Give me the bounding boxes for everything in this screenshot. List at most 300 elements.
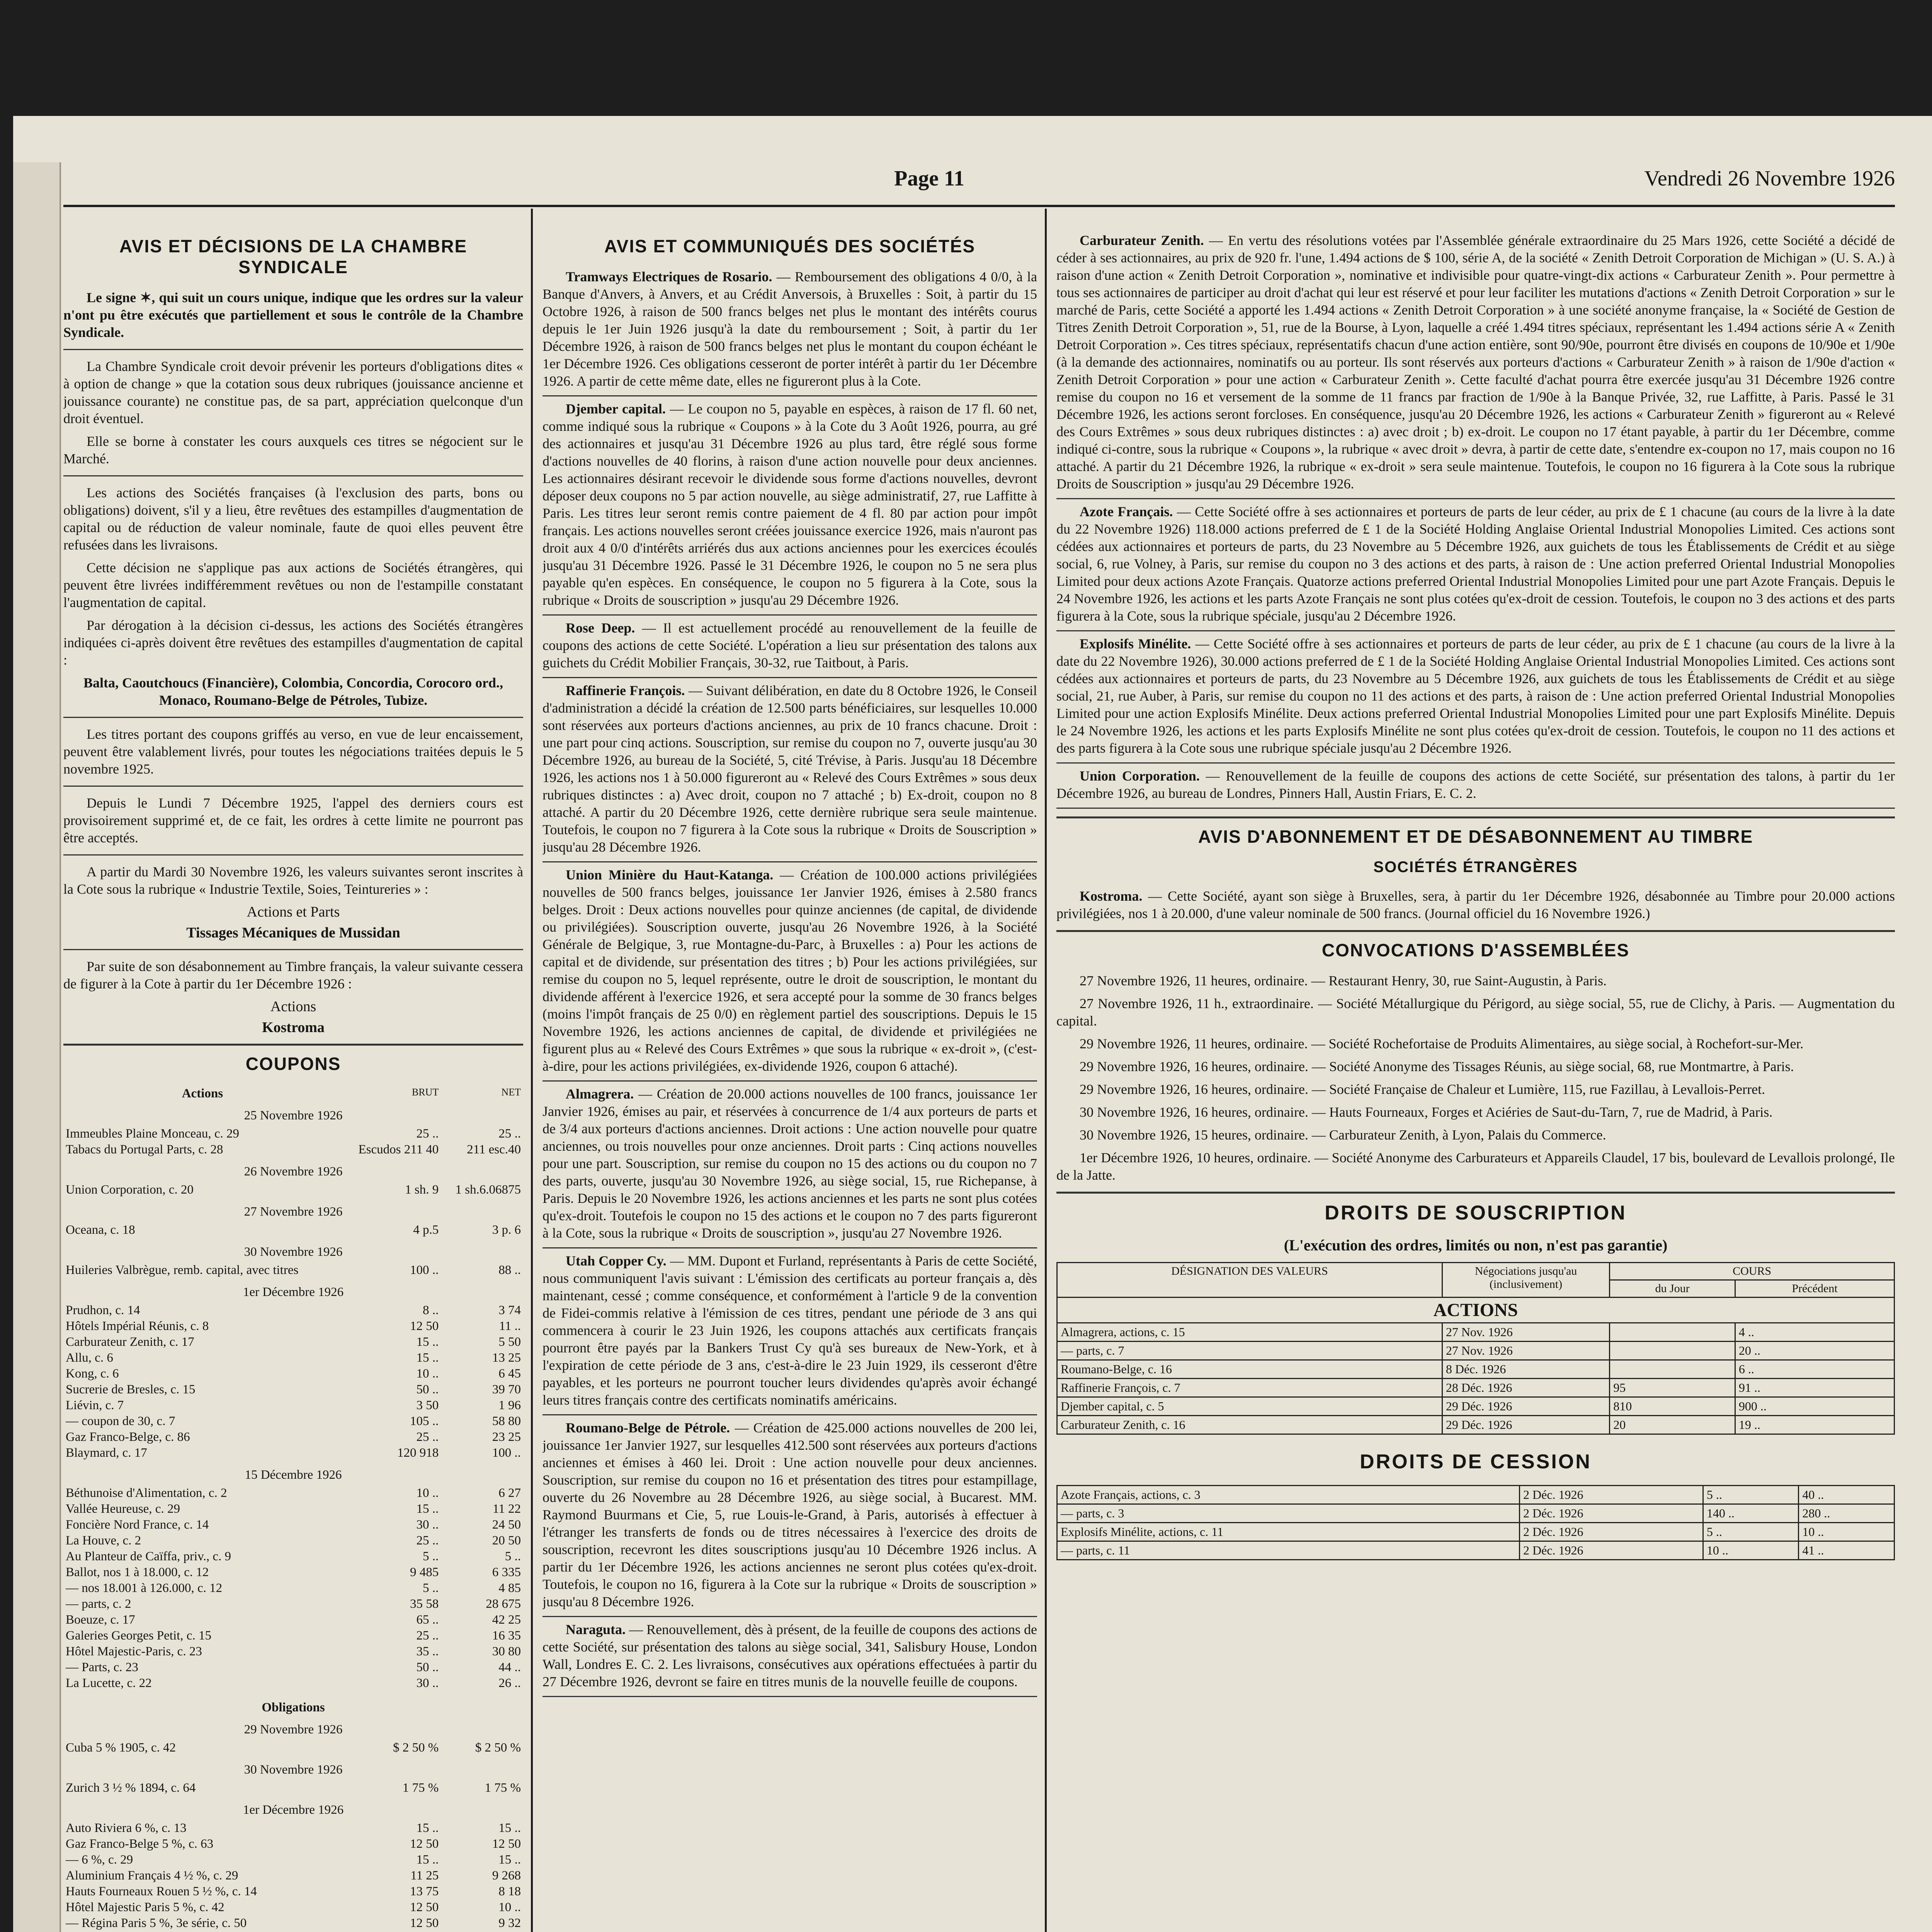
- droits-h-negociation: Négociations jusqu'au (inclusivement): [1442, 1263, 1609, 1298]
- coupon-row-cell: — parts, c. 2: [66, 1597, 131, 1611]
- convocation-item: 27 Novembre 1926, 11 h., extraordinaire. — Société Métallurgique du Périgord, au siège social, 55, rue de Clichy, à Paris. — Augmentation du capital.: [1056, 996, 1895, 1029]
- coupon-row-cell: Allu, c. 6: [66, 1351, 113, 1365]
- coupon-date-row: [63, 1756, 523, 1780]
- droits-row-cell: 91 ..: [1735, 1379, 1894, 1397]
- coupon-row-cell: 9 32: [498, 1916, 521, 1930]
- timbre-title: AVIS D'ABONNEMENT ET DE DÉSABONNEMENT AU TIMBRE: [1198, 827, 1753, 847]
- coupon-row-cell: Vallée Heureuse, c. 29: [66, 1502, 180, 1516]
- coupon-row-cell: — 6 %, c. 29: [66, 1853, 133, 1867]
- coupon-row-cell: Kong, c. 6: [66, 1367, 119, 1381]
- coupon-row: [63, 1303, 523, 1318]
- coupon-row-cell: Hôtel Majestic-Paris, c. 23: [66, 1645, 202, 1658]
- coupon-row-cell: 9 485: [410, 1565, 439, 1579]
- chambre-paragraph: Balta, Caoutchoucs (Financière), Colombia, Concordia, Corocoro ord., Monaco, Roumano-Belge de Pétroles, Tubize.: [83, 675, 503, 708]
- convocation-item: 30 Novembre 1926, 16 heures, ordinaire. — Hauts Fourneaux, Forges et Aciéries de Saut-du-Tarn, 7, rue de Madrid, à Paris.: [1080, 1104, 1773, 1120]
- notice-company: Union Minière du Haut-Katanga.: [566, 867, 774, 883]
- coupon-row-cell: 12 50: [410, 1900, 439, 1914]
- chambre-paragraph: Par dérogation à la décision ci-dessus, les actions des Sociétés étrangères indiquées ci-après doivent être revêtues des estampilles d'augmentation de capital :: [63, 617, 523, 668]
- chambre-line: Actions et Parts: [247, 904, 340, 920]
- notice-text: — En vertu des résolutions votées par l'Assemblée générale extraordinaire du 25 Mars 1926, cette Société a décidé de céder à ses actionnaires, au prix de 920 fr. l'une, 1.494 actions de $ 100, série A, de la société « Zenith Detroit Corporation de Michigan » (U. S. A.) à raison d'une action « Zenith Detroit Corporation », nominative et indivisible pour quatre-vingt-dix actions « Carburateur Zenith ». Pour permettre à tous ses actionnaires de participer au droit d'achat qui leur est réservé et pour leur faciliter les mutations d'actions « Zenith Detroit Corporation » sur le marché de Paris, cette Société a apporté les 1.494 actions « Zenith Detroit Corporation » à une société anonyme française, la « Société de Gestion de Titres Zenith Detroit Corporation », 51, rue de la Bourse, à Lyon, laquelle a créé 1.494 titres spéciaux, représentant les 1.494 actions série A « Zenith Detroit Corporation ». Ces titres spéciaux, représentatifs chacun d'une action entière, sont 90/90e, pourront être divisés en coupons de 10/90e et 1/90e (à la demande des actionnaires, nominatifs ou au porteur. Ils sont réservés aux porteurs d'actions « Carburateur Zenith » à raison de 1/90e d'action « Zenith Detroit Corporation » pour une action « Carburateur Zenith ». Cette faculté d'achat pourra être exercée jusqu'au 31 Décembre 1926 contre remise du coupon no 16 et versement de la somme de 11 francs par fraction de 1/90e à la Banque Privée, 32, rue Laffitte, à Paris. Passé le 31 Décembre 1926, les actions seront forcloses. En conséquence, jusqu'au 20 Décembre 1926, les actions « Carburateur Zenith » figureront au « Relevé des Cours Extrêmes » sous deux rubriques distinctes : a) avec droit ; b) ex-droit. Le coupon no 17 étant payable, à partir du 1er Décembre, comme indiqué ci-contre, sous la rubrique « Coupons », la rubrique « avec droit » devra, à partir de cette date, s'entendre ex-coupon no 17, mais coupon no 16 attaché. A partir du 21 Décembre 1926, la rubrique « ex-droit » sera seule maintenue. Toutefois, le coupon no 16 figurera à la Cote sous la rubrique Droits de Souscription » jusqu'au 29 Décembre 1926.: [1056, 233, 1895, 492]
- cession-row-cell: 10 ..: [1799, 1523, 1895, 1541]
- coupon-row-cell: 28 675: [486, 1597, 521, 1611]
- notice: [543, 619, 1037, 672]
- coupon-row-cell: 120 918: [397, 1446, 439, 1460]
- coupon-row-cell: Galeries Georges Petit, c. 15: [66, 1629, 211, 1643]
- droits-h-precedent: Précédent: [1735, 1280, 1894, 1298]
- coupon-row-cell: Gaz Franco-Belge 5 %, c. 63: [66, 1837, 214, 1851]
- coupon-row-cell: 15 ..: [416, 1853, 439, 1867]
- droits-row-cell: 95: [1610, 1379, 1735, 1397]
- droits-title: DROITS DE SOUSCRIPTION: [1325, 1202, 1627, 1224]
- coupons-brut-header: BRUT: [412, 1087, 439, 1098]
- coupon-row-cell: 15 ..: [498, 1853, 521, 1867]
- coupon-row-cell: 211 esc.40: [467, 1143, 521, 1156]
- droits-row-cell: 19 ..: [1735, 1416, 1894, 1434]
- newspaper-page: [13, 116, 1932, 1932]
- coupon-row-cell: 15 ..: [416, 1502, 439, 1516]
- coupon-date-row: [63, 1238, 523, 1262]
- droits-row-cell: 6 ..: [1735, 1360, 1894, 1379]
- coupon-row-cell: 1 75 %: [402, 1781, 439, 1795]
- droits-row: [1057, 1323, 1895, 1342]
- coupon-row-cell: Au Planteur de Caïffa, priv., c. 9: [66, 1549, 231, 1563]
- notice-text: — Création de 425.000 actions nouvelles de 200 lei, jouissance 1er Janvier 1927, sur lesquelles 412.500 sont réservées aux porteurs d'actions anciennes et émises à 460 lei. Droit : Une action nouvelle pour deux anciennes. Souscription, sur remise du coupon no 16 et présentation des titres pour estampillage, ouverte du 26 Novembre au 28 Décembre 1926, au siège social, à Bucarest. MM. Raymond Buurmans et Cie, 5, rue Louis-le-Grand, à Paris, autorisés à effectuer à l'étranger les transferts de fonds ou de titres nécessaires à l'exercice des droits de souscription, recevront les dites souscriptions jusqu'au 10 Décembre 1926 inclus. A partir du 1er Décembre 1926, les actions anciennes ne seront plus cotées qu'ex-droit. Toutefois, le coupon no 16, figurera à la Cote sur la rubrique « Droits de souscription » jusqu'au 8 Décembre 1926.: [543, 1420, 1037, 1609]
- notice-company: Carburateur Zenith.: [1080, 233, 1204, 248]
- coupon-row-cell: 15 ..: [416, 1335, 439, 1349]
- droits-row-cell: 27 Nov. 1926: [1442, 1342, 1609, 1360]
- coupon-row-cell: — nos 18.001 à 126.000, c. 12: [66, 1581, 223, 1595]
- cession-row: [1057, 1504, 1895, 1523]
- coupon-date-row: [63, 1461, 523, 1485]
- coupon-row: [63, 1900, 523, 1915]
- coupon-row-cell: Sucrerie de Bresles, c. 15: [66, 1383, 196, 1396]
- notice: [1056, 232, 1895, 493]
- coupon-row-cell: 58 80: [492, 1414, 521, 1428]
- notice: [1056, 635, 1895, 757]
- coupon-row-cell: 15 ..: [416, 1351, 439, 1365]
- cession-row-cell: 5 ..: [1703, 1523, 1799, 1541]
- droits-row-cell: [1610, 1323, 1735, 1342]
- droits-row-cell: Roumano-Belge, c. 16: [1057, 1360, 1442, 1379]
- chambre-line: Actions: [270, 998, 316, 1015]
- coupon-row-cell: Tabacs du Portugal Parts, c. 28: [66, 1143, 223, 1156]
- convocation-item: 29 Novembre 1926, 11 heures, ordinaire. — Société Rochefortaise de Produits Alimentaires, au siège social, à Rochefort-sur-Mer.: [1080, 1036, 1804, 1051]
- chambre-paragraph: A partir du Mardi 30 Novembre 1926, les valeurs suivantes seront inscrites à la Cote sous la rubrique « Industrie Textile, Soies, Teintureries » :: [63, 864, 523, 897]
- coupon-row: [63, 1382, 523, 1398]
- droits-row-cell: [1610, 1360, 1735, 1379]
- coupon-row: [63, 1413, 523, 1429]
- coupon-row: [63, 1852, 523, 1868]
- notice-company: Rose Deep.: [566, 620, 635, 636]
- coupon-row-cell: 8 ..: [422, 1303, 439, 1317]
- coupon-row-cell: 5 ..: [422, 1549, 439, 1563]
- coupon-row-cell: 50 ..: [416, 1660, 439, 1674]
- coupon-row: [63, 1366, 523, 1382]
- coupon-row-cell: Cuba 5 % 1905, c. 42: [66, 1741, 176, 1755]
- cession-row-cell: 2 Déc. 1926: [1520, 1486, 1703, 1504]
- notice-text: — Renouvellement, dès à présent, de la feuille de coupons des actions de cette Société, sur présentation des talons au siège social, 341, Salisbury House, London Wall, Londres E. C. 2. Les livraisons, consécutives aux opérations effectuées à partir du 27 Décembre 1926, devront se faire en titres munis de la nouvelle feuille de coupons.: [543, 1622, 1037, 1689]
- cession-row: [1057, 1486, 1895, 1504]
- notice: [543, 268, 1037, 390]
- coupon-row-cell: $ 2 50 %: [393, 1741, 439, 1755]
- droits-row: [1057, 1397, 1895, 1416]
- cession-row-cell: 5 ..: [1703, 1486, 1799, 1504]
- notice-company: Union Corporation.: [1080, 768, 1200, 784]
- cession-row-cell: 2 Déc. 1926: [1520, 1523, 1703, 1541]
- coupon-row: [63, 1915, 523, 1931]
- coupon-row-cell: 35 ..: [416, 1645, 439, 1658]
- droits-h-jour: du Jour: [1610, 1280, 1735, 1298]
- coupon-row-cell: 9 268: [492, 1869, 521, 1883]
- coupon-row: [63, 1517, 523, 1533]
- notice-company: Djember capital.: [566, 401, 666, 417]
- droits-row-cell: 900 ..: [1735, 1397, 1894, 1416]
- droits-row-cell: 810: [1610, 1397, 1735, 1416]
- droits-row-cell: 29 Déc. 1926: [1442, 1416, 1609, 1434]
- right-column: [1056, 232, 1895, 1932]
- notice-company: Azote Français.: [1080, 504, 1173, 519]
- notice: [1056, 767, 1895, 802]
- coupon-row-cell: 1 75 %: [485, 1781, 521, 1795]
- coupon-row: [63, 1445, 523, 1461]
- droits-row-cell: [1610, 1342, 1735, 1360]
- coupon-row-cell: Carburateur Zenith, c. 17: [66, 1335, 194, 1349]
- coupon-row-cell: 10 ..: [416, 1486, 439, 1500]
- coupon-row-cell: Prudhon, c. 14: [66, 1303, 140, 1317]
- coupon-date: 30 Novembre 1926: [244, 1245, 343, 1259]
- coupon-row-cell: 13 25: [492, 1351, 521, 1365]
- droits-row: [1057, 1342, 1895, 1360]
- droits-row: [1057, 1360, 1895, 1379]
- chambre-syndicale-column: [63, 232, 523, 1932]
- kostroma-text: — Cette Société, ayant son siège à Bruxelles, sera, à partir du 1er Décembre 1926, désabonnée au Timbre pour 20.000 actions privilégiées, nos 1 à 20.000, d'une valeur nominale de 500 francs. (Journal officiel du 16 Novembre 1926.): [1056, 888, 1895, 921]
- coupon-row: [63, 1182, 523, 1198]
- cession-row: [1057, 1541, 1895, 1560]
- coupon-date-row: [63, 1796, 523, 1820]
- coupons-title: COUPONS: [245, 1054, 341, 1074]
- coupon-row-cell: Liévin, c. 7: [66, 1398, 124, 1412]
- notice-text: — Création de 20.000 actions nouvelles de 100 francs, jouissance 1er Janvier 1926, émises au pair, et réservées à concurrence de 1/4 aux porteurs de parts et de 3/4 aux porteurs d'actions anciennes. Droit actions : Une action nouvelle pour quatre anciennes, ou trois nouvelles pour onze anciennes. Droit parts : Cinq actions nouvelles pour une part. Souscription, sur remise du coupon no 15 des actions ou du coupon no 7 des parts, ouverte, jusqu'au 30 Novembre 1926, au siège social, 15, rue Richepanse, à Paris. Depuis le 20 Novembre 1926, les actions anciennes et les parts ne sont plus cotées qu'ex-droit. Toutefois le coupon no 15 des actions et le coupon no 7 des parts figureront à la Cote, sous la rubrique « Droits de souscription », jusqu'au 27 Novembre 1926.: [543, 1086, 1037, 1241]
- droits-row-cell: 29 Déc. 1926: [1442, 1397, 1609, 1416]
- coupon-row: [63, 1398, 523, 1413]
- coupon-row: [63, 1644, 523, 1660]
- notice-text: — Le coupon no 5, payable en espèces, à raison de 17 fl. 60 net, comme indiqué sous la rubrique « Coupons » à la Cote du 3 Août 1926, pourra, au gré des actionnaires et jusqu'au 31 Décembre 1926 au plus tard, être réglé sous forme d'actions nouvelles de 40 florins, à raison d'une action nouvelle pour deux anciennes. Les actionnaires désirant recevoir le dividende sous forme d'actions nouvelles, devront déposer deux coupons no 5 par action nouvelle, au siège administratif, 27, rue Laffitte à Paris. Les titres leur seront remis contre paiement de 4 fl. 80 par action pour impôt français. Les actions nouvelles seront créées jouissance exercice 1926, mais n'auront pas droit aux 4 0/0 d'intérêts arriérés dus aux actions anciennes pour les exercices écoulés jusqu'au 31 Décembre 1926. Passé le 31 Décembre 1926, le coupon no 5 ne sera plus payable qu'en espèces. En conséquence, le coupon no 5 figurera à la Cote, sous la rubrique « Droits de souscription » jusqu'au 29 Décembre 1926.: [543, 401, 1037, 608]
- coupon-row-cell: 11 ..: [499, 1319, 521, 1333]
- chambre-paragraph: Cette décision ne s'applique pas aux actions de Sociétés étrangères, qui peuvent être livrées indifféremment revêtues ou non de l'estampille constatant l'augmentation de capital.: [63, 560, 523, 610]
- droits-row-cell: 28 Déc. 1926: [1442, 1379, 1609, 1397]
- coupon-row-cell: 15 ..: [498, 1821, 521, 1835]
- coupon-row: [63, 1580, 523, 1596]
- notice: [543, 866, 1037, 1075]
- coupon-row-cell: 15 ..: [416, 1821, 439, 1835]
- coupons-net-header: NET: [501, 1087, 521, 1098]
- notice-company: Roumano-Belge de Pétrole.: [566, 1420, 730, 1435]
- coupon-date: 1er Décembre 1926: [243, 1803, 344, 1817]
- coupon-row-cell: Hôtel Majestic Paris 5 %, c. 42: [66, 1900, 224, 1914]
- coupon-row-cell: Béthunoise d'Alimentation, c. 2: [66, 1486, 227, 1500]
- convocation-item: 27 Novembre 1926, 11 heures, ordinaire. — Restaurant Henry, 30, rue Saint-Augustin, à Paris.: [1080, 973, 1607, 988]
- coupon-row-cell: Boeuze, c. 17: [66, 1613, 135, 1627]
- kostroma-name: Kostroma.: [1080, 888, 1143, 904]
- notice: [543, 1621, 1037, 1690]
- cession-title: DROITS DE CESSION: [1360, 1451, 1592, 1473]
- timbre-subtitle: SOCIÉTÉS ÉTRANGÈRES: [1373, 859, 1578, 876]
- coupon-row-cell: 16 35: [492, 1629, 521, 1643]
- coupon-row-cell: 5 50: [498, 1335, 521, 1349]
- convocations-title: CONVOCATIONS D'ASSEMBLÉES: [1321, 940, 1630, 960]
- cession-row-cell: Azote Français, actions, c. 3: [1057, 1486, 1520, 1504]
- coupon-row: [63, 1485, 523, 1501]
- droits-row: [1057, 1416, 1895, 1434]
- coupon-row-cell: 4 p.5: [413, 1223, 439, 1237]
- chambre-paragraph: Le signe ✶, qui suit un cours unique, indique que les ordres sur la valeur n'ont pu être exécutés que partiellement et sous le contrôle de la Chambre Syndicale.: [63, 290, 523, 340]
- coupon-row-cell: 11 22: [492, 1502, 521, 1516]
- cession-row-cell: 40 ..: [1799, 1486, 1895, 1504]
- droits-row-cell: Carburateur Zenith, c. 16: [1057, 1416, 1442, 1434]
- notice-text: — Il est actuellement procédé au renouvellement de la feuille de coupons des actions de cette Société. L'opération a lieu sur présentation des talons aux guichets du Crédit Mobilier Français, 30-32, rue Taitbout, à Paris.: [543, 620, 1037, 670]
- column-rule: [1045, 209, 1047, 1932]
- cession-row-cell: — parts, c. 11: [1057, 1541, 1520, 1560]
- coupon-row-cell: 25 ..: [416, 1534, 439, 1548]
- notice: [543, 1419, 1037, 1611]
- coupon-row-cell: 1 sh.6.06875: [455, 1183, 521, 1197]
- coupon-row-cell: 12 50: [410, 1916, 439, 1930]
- coupon-row-cell: 25 ..: [416, 1430, 439, 1444]
- coupon-date: 26 Novembre 1926: [244, 1165, 343, 1179]
- cession-row-cell: 10 ..: [1703, 1541, 1799, 1560]
- coupon-row-cell: 30 80: [492, 1645, 521, 1658]
- coupon-row-cell: 50 ..: [416, 1383, 439, 1396]
- coupon-date: 1er Décembre 1926: [243, 1285, 344, 1299]
- coupon-row-cell: Escudos 211 40: [358, 1143, 439, 1156]
- coupon-row-cell: 30 ..: [416, 1676, 439, 1690]
- coupon-row-cell: 25 ..: [416, 1629, 439, 1643]
- coupon-row-cell: 39 70: [492, 1383, 521, 1396]
- coupons-table: [63, 1086, 523, 1931]
- notice: [543, 682, 1037, 856]
- coupon-row-cell: La Lucette, c. 22: [66, 1676, 152, 1690]
- coupons-actions-header: Actions: [182, 1087, 223, 1100]
- coupon-row: [63, 1660, 523, 1675]
- coupon-row-cell: 88 ..: [498, 1263, 521, 1277]
- coupon-row-cell: Blaymard, c. 17: [66, 1446, 147, 1460]
- cession-row-cell: — parts, c. 3: [1057, 1504, 1520, 1523]
- coupon-row-cell: 6 335: [492, 1565, 521, 1579]
- coupon-row-cell: 25 ..: [498, 1127, 521, 1141]
- droits-table: [1056, 1262, 1895, 1435]
- societes-column: [543, 232, 1037, 1932]
- notice-text: — Cette Société offre à ses actionnaires et porteurs de parts de leur céder, au prix de £ 1 chacune (au cours de la livre à la date du 22 Novembre 1926), 30.000 actions preferred de £ 1 de la Société Holding Anglaise Oriental Industrial Monopolies Limited. Ces actions sont cédées aux actionnaires et porteurs de parts, du 23 Novembre au 5 Décembre 1926, aux guichets de tous les Établissements de Crédit et au siège social, 21, rue Auber, à Paris, sur remise du coupon no 11 des actions et des parts, à raison de : Une action preferred Oriental Industrial Monopolies Limited pour une action Explosifs Minélite. Deux actions preferred Oriental Industrial Monopolies Limited pour une part Explosifs Minélite. Depuis le 24 Novembre 1926, les actions et les parts Explosifs Minélite ne sont plus cotées qu'ex-droit de cession. Toutefois, le coupon no 11 des actions et des parts figurera à la Cote sous une rubrique spéciale jusqu'au 2 Décembre 1926.: [1056, 636, 1895, 756]
- coupon-row-cell: 35 58: [410, 1597, 439, 1611]
- coupon-row: [63, 1142, 523, 1158]
- chambre-title: AVIS ET DÉCISIONS DE LA CHAMBRE SYNDICALE: [119, 236, 468, 277]
- coupon-row-cell: Oceana, c. 18: [66, 1223, 135, 1237]
- coupon-row-cell: Ballot, nos 1 à 18.000, c. 12: [66, 1565, 209, 1579]
- adjacent-page-edge: [13, 162, 61, 1932]
- page-date: Vendredi 26 Novembre 1926: [1644, 167, 1895, 190]
- coupon-row-cell: — Parts, c. 23: [66, 1660, 138, 1674]
- coupon-row: [63, 1565, 523, 1580]
- coupon-row: [63, 1262, 523, 1278]
- notice-company: Tramways Electriques de Rosario.: [566, 269, 772, 284]
- notice-text: — Suivant délibération, en date du 8 Octobre 1926, le Conseil d'administration a décidé la création de 12.500 parts bénéficiaires, sur lesquelles 10.000 sont réservées aux porteurs d'actions anciennes, au prix de 10 francs chacune. Droit : une part pour cinq actions. Souscription, sur remise du coupon no 7, ouverte jusqu'au 30 Décembre 1926, au bureau de la Société, 5, cité Trévise, à Paris. Jusqu'au 18 Décembre 1926, les actions nos 1 à 50.000 figureront au « Relevé des Cours Extrêmes » sous deux rubriques distinctes : a) Avec droit, coupon no 7 attaché ; b) Ex-droit, coupon no 8 attaché. A partir du 20 Décembre 1926, cette dernière rubrique sera seule maintenue. Toutefois, le coupon no 7 figurera à la Cote sous la rubrique « Droits de Souscription » jusqu'au 28 Décembre 1926.: [543, 683, 1037, 855]
- coupon-row-cell: $ 2 50 %: [475, 1741, 521, 1755]
- notice-company: Explosifs Minélite.: [1080, 636, 1191, 651]
- coupon-row-cell: Aluminium Français 4 ½ %, c. 29: [66, 1869, 238, 1883]
- droits-h-cours: COURS: [1610, 1263, 1895, 1280]
- coupon-row-cell: 25 ..: [416, 1127, 439, 1141]
- convocation-item: 29 Novembre 1926, 16 heures, ordinaire. — Société Anonyme des Tissages Réunis, au siège social, 68, rue Montmartre, à Paris.: [1080, 1059, 1794, 1074]
- notice-company: Raffinerie François.: [566, 683, 685, 698]
- droits-row-cell: — parts, c. 7: [1057, 1342, 1442, 1360]
- coupon-row-cell: 3 74: [498, 1303, 521, 1317]
- coupon-row-cell: 3 50: [416, 1398, 439, 1412]
- convocation-item: 30 Novembre 1926, 15 heures, ordinaire. — Carburateur Zenith, à Lyon, Palais du Commerce.: [1080, 1127, 1606, 1143]
- page-number: Page 11: [894, 167, 964, 190]
- coupon-row-cell: 1 96: [498, 1398, 521, 1412]
- coupon-row-cell: 4 85: [498, 1581, 521, 1595]
- coupon-row: [63, 1820, 523, 1836]
- coupon-row-cell: — Régina Paris 5 %, 3e série, c. 50: [66, 1916, 247, 1930]
- cession-row-cell: 280 ..: [1799, 1504, 1895, 1523]
- coupon-row-cell: Union Corporation, c. 20: [66, 1183, 194, 1197]
- coupon-row-cell: 10 ..: [498, 1900, 521, 1914]
- convocation-item: 1er Décembre 1926, 10 heures, ordinaire. — Société Anonyme des Carburateurs et Appareils Claudel, 17 bis, boulevard de Levallois prolongé, Ile de la Jatte.: [1056, 1150, 1895, 1183]
- coupon-row: [63, 1533, 523, 1549]
- coupon-row-cell: 26 ..: [498, 1676, 521, 1690]
- coupon-row-cell: Hauts Fourneaux Rouen 5 ½ %, c. 14: [66, 1884, 257, 1898]
- chambre-paragraph: Elle se borne à constater les cours auxquels ces titres se négocient sur le Marché.: [63, 434, 523, 466]
- notice-text: — Cette Société offre à ses actionnaires et porteurs de parts de leur céder, au prix de £ 1 chacune (au cours de la livre à la date du 22 Novembre 1926) 118.000 actions preferred de £ 1 de la Société Holding Anglaise Oriental Industrial Monopolies Limited. Ces actions sont cédées aux actionnaires et porteurs de parts, du 23 Novembre au 5 Décembre 1926, aux guichets de tous les Établissements de Crédit et au siège social, 6, rue Volney, à Paris, sur remise du coupon no 3 des actions et des parts, à raison de : Une action preferred Oriental Industrial Monopolies Limited pour deux actions Azote Français. Quatorze actions preferred Oriental Industrial Monopolies Limited pour une part Azote Français. Depuis le 24 Novembre 1926, les actions et les parts Azote Français ne sont plus cotées qu'ex-droit de cession. Toutefois, le coupon no 3 des actions et des parts figurera à la Cote, sous la rubrique spéciale, jusqu'au 2 Décembre 1926.: [1056, 504, 1895, 624]
- coupon-row-cell: 105 ..: [410, 1414, 439, 1428]
- cession-row-cell: 140 ..: [1703, 1504, 1799, 1523]
- droits-h-designation: DÉSIGNATION DES VALEURS: [1057, 1263, 1442, 1298]
- coupon-row-cell: 100 ..: [410, 1263, 439, 1277]
- cession-row-cell: 41 ..: [1799, 1541, 1895, 1560]
- coupon-row-cell: Immeubles Plaine Monceau, c. 29: [66, 1127, 240, 1141]
- notice-text: — Remboursement des obligations 4 0/0, à la Banque d'Anvers, à Anvers, et au Crédit Anversois, à Bruxelles : Soit, à partir du 15 Octobre 1926, à raison de 500 francs belges net plus le montant des intérêts courus depuis le 1er Juin 1926 jusqu'à la date du remboursement ; Soit, à partir du 1er Décembre 1926, à raison de 500 francs belges net plus le montant du coupon échéant le 1er Décembre 1926. Ces obligations cesseront de porter intérêt à partir du 1er Décembre 1926. A partir de cette même date, elles ne figureront plus à la Cote.: [543, 269, 1037, 389]
- coupon-row: [63, 1334, 523, 1350]
- coupon-date: 29 Novembre 1926: [244, 1723, 343, 1736]
- coupon-date-row: [63, 1716, 523, 1740]
- droits-row-cell: 20 ..: [1735, 1342, 1894, 1360]
- chambre-paragraph: Par suite de son désabonnement au Timbre français, la valeur suivante cessera de figurer à la Cote à partir du 1er Décembre 1926 :: [63, 959, 523, 992]
- coupon-row-cell: 5 ..: [505, 1549, 521, 1563]
- coupon-date: 15 Décembre 1926: [245, 1468, 342, 1482]
- coupon-row-cell: 20 50: [492, 1534, 521, 1548]
- coupon-row: [63, 1628, 523, 1644]
- coupon-date: 25 Novembre 1926: [244, 1109, 343, 1122]
- chambre-paragraph: Les actions des Sociétés françaises (à l'exclusion des parts, bons ou obligations) doivent, s'il y a lieu, être revêtues des estampilles d'augmentation de capital ou de réduction de valeur nominale, faute de quoi elles peuvent être refusées dans les livraisons.: [63, 485, 523, 553]
- coupon-row-cell: 24 50: [492, 1518, 521, 1532]
- coupon-date-row: [63, 1102, 523, 1126]
- coupon-row-cell: Zurich 3 ½ % 1894, c. 64: [66, 1781, 196, 1795]
- coupon-row-cell: 12 50: [410, 1319, 439, 1333]
- notice: [543, 1085, 1037, 1242]
- coupon-row-cell: 6 27: [498, 1486, 521, 1500]
- coupon-row-cell: Auto Riviera 6 %, c. 13: [66, 1821, 187, 1835]
- coupon-row: [63, 1318, 523, 1334]
- notice-company: Almagrera.: [566, 1086, 634, 1102]
- notice: [543, 1252, 1037, 1409]
- societes-title: AVIS ET COMMUNIQUÉS DES SOCIÉTÉS: [604, 236, 976, 256]
- coupon-row: [63, 1675, 523, 1691]
- cession-row-cell: 2 Déc. 1926: [1520, 1541, 1703, 1560]
- coupon-row: [63, 1612, 523, 1628]
- chambre-line: Tissages Mécaniques de Mussidan: [186, 925, 400, 941]
- coupon-row-cell: 10 ..: [416, 1367, 439, 1381]
- cession-table: [1056, 1485, 1895, 1560]
- chambre-line: Kostroma: [262, 1019, 325, 1036]
- coupon-row: [63, 1836, 523, 1852]
- coupon-row: [63, 1596, 523, 1612]
- chambre-paragraph: La Chambre Syndicale croit devoir prévenir les porteurs d'obligations dites « à option de change » que la cotation sous deux rubriques (jouissance ancienne et jouissance courante) ne constitue pas, de sa part, appréciation quelconque d'un droit éventuel.: [63, 359, 523, 426]
- coupon-row-cell: La Houve, c. 2: [66, 1534, 141, 1548]
- droits-row: [1057, 1379, 1895, 1397]
- coupon-row: [63, 1780, 523, 1796]
- coupon-row-cell: Foncière Nord France, c. 14: [66, 1518, 209, 1532]
- coupon-row: [63, 1429, 523, 1445]
- droits-row-cell: Almagrera, actions, c. 15: [1057, 1323, 1442, 1342]
- convocation-item: 29 Novembre 1926, 16 heures, ordinaire. — Société Française de Chaleur et Lumière, 115, rue Fazillau, à Levallois-Perret.: [1080, 1082, 1765, 1097]
- coupon-row-cell: 23 25: [492, 1430, 521, 1444]
- coupon-date-row: [63, 1158, 523, 1182]
- notice-company: Utah Copper Cy.: [566, 1253, 667, 1269]
- coupon-row-cell: Hôtels Impérial Réunis, c. 8: [66, 1319, 209, 1333]
- coupon-row-cell: 12 50: [410, 1837, 439, 1851]
- notice-text: — Renouvellement de la feuille de coupons des actions de cette Société, sur présentation des talons, à partir du 1er Décembre 1926, au bureau de Londres, Pinners Hall, Austin Friars, E. C. 2.: [1056, 768, 1895, 801]
- droits-row-cell: 4 ..: [1735, 1323, 1894, 1342]
- coupon-date-row: [63, 1198, 523, 1222]
- coupon-row: [63, 1868, 523, 1884]
- coupons-obligations-header: Obligations: [262, 1701, 325, 1714]
- coupon-row: [63, 1126, 523, 1142]
- notice-text: — MM. Dupont et Furland, représentants à Paris de cette Société, nous communiquent l'avis suivant : L'émission des certificats au porteur français a, dès maintenant, cessé ; comme conséquence, et conformément à l'article 9 de la convention de Fidei-commis relative à l'émission de ces titres, pendant une période de 3 ans qui commencera à courir le 23 Juin 1926, les coupons attachés aux certificats français pourront être payés par la Bankers Trust Cy qu'à ses bureaux de New-York, et à l'expiration de cette période de 3 ans, c'est-à-dire le 23 Juin 1929, ils cesseront d'être payables, et les porteurs ne pourront toucher leurs dividendes qu'après avoir échangé leurs titres français contre des certificats nominatifs américains.: [543, 1253, 1037, 1408]
- coupon-row-cell: 100 ..: [492, 1446, 521, 1460]
- droits-subtitle: (L'exécution des ordres, limités ou non, n'est pas garantie): [1284, 1236, 1668, 1254]
- coupon-row-cell: 11 25: [410, 1869, 439, 1883]
- page-header: [63, 162, 1895, 207]
- coupon-row: [63, 1884, 523, 1900]
- coupon-row-cell: 13 75: [410, 1884, 439, 1898]
- droits-row-cell: 20: [1610, 1416, 1735, 1434]
- notice: [543, 400, 1037, 609]
- notice-text: — Création de 100.000 actions privilégiées nouvelles de 500 francs belges, jouissance 1er Janvier 1926, émises à 2.580 francs belges. Droit : Deux actions nouvelles pour quinze anciennes (de capital, de dividende ou privilégiées). Souscription ouverte, jusqu'au 26 Novembre 1926, à la Société Générale de Belgique, 3, rue Montagne-du-Parc, à Bruxelles : a) Pour les actions de capital et de dividende, sur présentation des titres ; b) Pour les actions privilégiées, sur remise du coupon no 5, lequel représente, outre le droit de souscription, le montant du dividende afférent à l'exercice 1926, et sera accepté pour la somme de 30 francs belges (moins l'impôt français de 25 0/0) en règlement partiel des souscriptions. Depuis le 15 Novembre 1926, les actions anciennes de capital, de dividende et privilégiées ne figurent plus au « Relevé des Cours Extrêmes » que sous la rubrique « ex-droit », (c'est-à-dire, pour les actions privilégiées, ex-dividende 1926, coupon 6 attaché).: [543, 867, 1037, 1074]
- coupon-row-cell: — coupon de 30, c. 7: [66, 1414, 175, 1428]
- cession-row-cell: Explosifs Minélite, actions, c. 11: [1057, 1523, 1520, 1541]
- coupon-row-cell: 5 ..: [422, 1581, 439, 1595]
- coupon-row-cell: 1 sh. 9: [405, 1183, 439, 1197]
- coupon-row: [63, 1222, 523, 1238]
- notice-company: Naraguta.: [566, 1622, 626, 1637]
- coupon-row: [63, 1501, 523, 1517]
- coupon-row: [63, 1549, 523, 1565]
- coupon-row-cell: 3 p. 6: [492, 1223, 521, 1237]
- coupon-row: [63, 1740, 523, 1756]
- droits-actions-header: ACTIONS: [1057, 1298, 1895, 1323]
- coupon-row: [63, 1350, 523, 1366]
- coupon-row-cell: Gaz Franco-Belge, c. 86: [66, 1430, 190, 1444]
- droits-row-cell: Djember capital, c. 5: [1057, 1397, 1442, 1416]
- coupon-row-cell: Huileries Valbrègue, remb. capital, avec titres: [66, 1263, 299, 1277]
- coupon-date-row: [63, 1278, 523, 1303]
- coupon-date: 27 Novembre 1926: [244, 1205, 343, 1219]
- coupon-row-cell: 30 ..: [416, 1518, 439, 1532]
- coupon-row-cell: 65 ..: [416, 1613, 439, 1627]
- cession-row-cell: 2 Déc. 1926: [1520, 1504, 1703, 1523]
- chambre-paragraph: Les titres portant des coupons griffés au verso, en vue de leur encaissement, peuvent être valablement livrés, pour toutes les négociations traitées depuis le 5 novembre 1925.: [63, 726, 523, 777]
- droits-row-cell: 8 Déc. 1926: [1442, 1360, 1609, 1379]
